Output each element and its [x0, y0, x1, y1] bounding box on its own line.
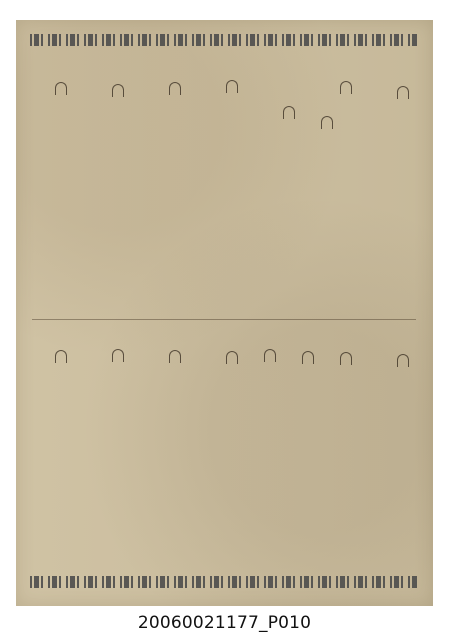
top-decorative-border: [30, 34, 418, 46]
lower-column-13: [168, 334, 180, 566]
upper-column-14: [149, 58, 161, 310]
lower-column-17: [92, 334, 104, 566]
lower-column-7: [282, 334, 294, 566]
lower-column-16-bracket-icon: [112, 349, 124, 362]
upper-column-16-bracket-icon: [112, 84, 124, 97]
upper-column-13: [168, 58, 180, 310]
upper-column-9: [244, 58, 256, 310]
upper-column-11: [206, 58, 218, 310]
upper-column-8: [263, 58, 275, 310]
lower-column-4: [339, 334, 351, 566]
lower-column-4-bracket-icon: [340, 352, 352, 365]
upper-column-1: [396, 58, 408, 310]
lower-column-6-bracket-icon: [302, 351, 314, 364]
middle-divider: [32, 319, 416, 320]
lower-column-19-bracket-icon: [55, 350, 67, 363]
upper-column-6: [301, 58, 313, 310]
upper-column-7-bracket-icon: [283, 106, 295, 119]
upper-column-10: [225, 58, 237, 310]
lower-column-9: [244, 334, 256, 566]
upper-column-3: [358, 58, 370, 310]
lower-column-5: [320, 334, 332, 566]
lower-column-18: [73, 334, 85, 566]
upper-column-18: [73, 58, 85, 310]
lower-column-15: [130, 334, 142, 566]
upper-column-15: [130, 58, 142, 310]
lower-column-6: [301, 334, 313, 566]
upper-column-20: [35, 58, 47, 310]
page-caption: 20060021177_P010: [137, 613, 312, 633]
upper-column-5-bracket-icon: [321, 116, 333, 129]
upper-column-5: [320, 58, 332, 310]
lower-column-11: [206, 334, 218, 566]
upper-column-19: [54, 58, 66, 310]
lower-column-8: [263, 334, 275, 566]
upper-column-10-bracket-icon: [226, 80, 238, 93]
upper-column-13-bracket-icon: [169, 82, 181, 95]
lower-column-12: [187, 334, 199, 566]
lower-column-8-bracket-icon: [264, 349, 276, 362]
lower-column-19: [54, 334, 66, 566]
upper-column-1-bracket-icon: [397, 86, 409, 99]
upper-column-2: [377, 58, 389, 310]
lower-column-1: [396, 334, 408, 566]
lower-column-13-bracket-icon: [169, 350, 181, 363]
upper-column-19-bracket-icon: [55, 82, 67, 95]
upper-text-panel: [32, 58, 416, 310]
lower-column-10-bracket-icon: [226, 351, 238, 364]
lower-column-20: [35, 334, 47, 566]
upper-column-16: [111, 58, 123, 310]
lower-text-panel: [32, 334, 416, 566]
upper-column-4-bracket-icon: [340, 81, 352, 94]
upper-column-17: [92, 58, 104, 310]
lower-column-3: [358, 334, 370, 566]
upper-column-7: [282, 58, 294, 310]
lower-column-1-bracket-icon: [397, 354, 409, 367]
upper-column-12: [187, 58, 199, 310]
lower-column-16: [111, 334, 123, 566]
upper-column-4: [339, 58, 351, 310]
lower-column-10: [225, 334, 237, 566]
lower-column-2: [377, 334, 389, 566]
paper-page: [16, 20, 433, 606]
bottom-decorative-border: [30, 576, 418, 588]
lower-column-14: [149, 334, 161, 566]
